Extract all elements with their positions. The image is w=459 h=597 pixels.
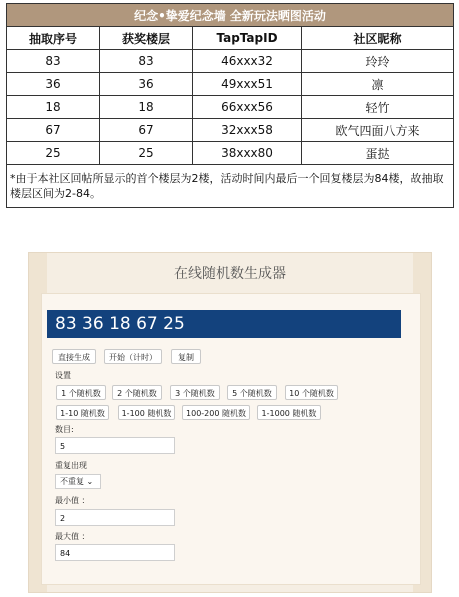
preset-3-button[interactable]: 3 个随机数 bbox=[170, 385, 220, 400]
nickname-cell: 凛 bbox=[302, 73, 454, 96]
table-row bbox=[7, 142, 454, 165]
min-input[interactable]: 2 bbox=[55, 509, 175, 526]
max-label: 最大值 ： bbox=[55, 532, 90, 541]
taptap-id-cell: 32xxx58 bbox=[193, 119, 302, 142]
table-header-row bbox=[7, 27, 454, 50]
chevron-down-icon: ⌄ bbox=[86, 477, 94, 486]
preset-2-button[interactable]: 2 个随机数 bbox=[112, 385, 162, 400]
draw-number-cell: 67 bbox=[7, 119, 100, 142]
range-1-100-button[interactable]: 1-100 随机数 bbox=[118, 405, 175, 420]
nickname-cell: 欧气四面八方来 bbox=[302, 119, 454, 142]
nickname-cell: 玲玲 bbox=[302, 50, 454, 73]
preset-1-button[interactable]: 1 个随机数 bbox=[56, 385, 106, 400]
nickname-cell: 蛋挞 bbox=[302, 142, 454, 165]
header-nickname: 社区昵称 bbox=[302, 27, 454, 50]
floor-cell: 36 bbox=[100, 73, 193, 96]
min-label: 最小值 ： bbox=[55, 496, 90, 505]
draw-number-cell: 25 bbox=[7, 142, 100, 165]
floor-cell: 67 bbox=[100, 119, 193, 142]
generator-title: 在线随机数生成器 bbox=[174, 266, 286, 282]
table-row bbox=[7, 119, 454, 142]
count-input[interactable]: 5 bbox=[55, 437, 175, 454]
header-taptap-id: TapTapID bbox=[193, 27, 302, 50]
table-footnote: *由于本社区回帖所显示的首个楼层为2楼，活动时间内最后一个回复楼层为84楼，故抽取楼层区间为2-84。 bbox=[7, 165, 454, 208]
repeat-label: 重复出现 bbox=[55, 461, 87, 470]
range-1-10-button[interactable]: 1-10 随机数 bbox=[56, 405, 109, 420]
table-row bbox=[7, 50, 454, 73]
range-1-1000-button[interactable]: 1-1000 随机数 bbox=[257, 405, 321, 420]
start-timed-button[interactable]: 开始（计时） bbox=[104, 349, 162, 364]
repeat-select-value: 不重复 bbox=[60, 477, 84, 486]
preset-5-button[interactable]: 5 个随机数 bbox=[227, 385, 277, 400]
winners-table bbox=[6, 3, 454, 208]
repeat-select[interactable] bbox=[55, 474, 101, 489]
table-row bbox=[7, 73, 454, 96]
floor-cell: 83 bbox=[100, 50, 193, 73]
taptap-id-cell: 38xxx80 bbox=[193, 142, 302, 165]
draw-number-cell: 83 bbox=[7, 50, 100, 73]
table-title: 纪念•挚爱纪念墙 全新玩法晒图活动 bbox=[7, 4, 454, 27]
max-input[interactable]: 84 bbox=[55, 544, 175, 561]
taptap-id-cell: 49xxx51 bbox=[193, 73, 302, 96]
floor-cell: 25 bbox=[100, 142, 193, 165]
random-generator-panel bbox=[28, 252, 432, 593]
header-draw-number: 抽取序号 bbox=[7, 27, 100, 50]
floor-cell: 18 bbox=[100, 96, 193, 119]
header-floor: 获奖楼层 bbox=[100, 27, 193, 50]
copy-button[interactable]: 复制 bbox=[171, 349, 201, 364]
range-100-200-button[interactable]: 100-200 随机数 bbox=[182, 405, 250, 420]
settings-label: 设置 bbox=[55, 371, 71, 380]
draw-number-cell: 36 bbox=[7, 73, 100, 96]
preset-10-button[interactable]: 10 个随机数 bbox=[285, 385, 338, 400]
generate-button[interactable]: 直接生成 bbox=[52, 349, 96, 364]
draw-number-cell: 18 bbox=[7, 96, 100, 119]
count-label: 数目: bbox=[55, 425, 74, 434]
table-row bbox=[7, 96, 454, 119]
nickname-cell: 轻竹 bbox=[302, 96, 454, 119]
taptap-id-cell: 66xxx56 bbox=[193, 96, 302, 119]
result-display: 83 36 18 67 25 bbox=[47, 310, 401, 338]
taptap-id-cell: 46xxx32 bbox=[193, 50, 302, 73]
